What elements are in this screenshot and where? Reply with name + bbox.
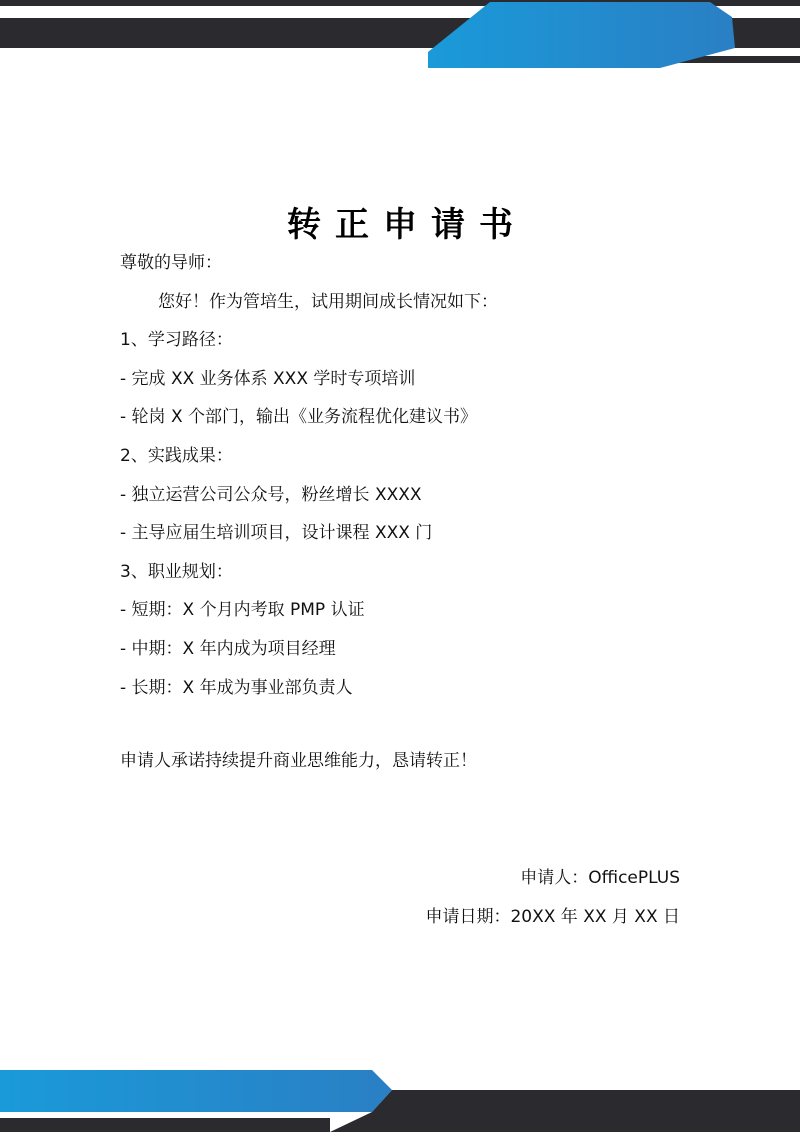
list-item: - 短期：X 个月内考取 PMP 认证 bbox=[120, 600, 365, 621]
list-item: - 中期：X 年内成为项目经理 bbox=[120, 638, 336, 659]
header-decoration bbox=[0, 0, 800, 80]
signature-block bbox=[425, 859, 680, 936]
salutation: 尊敬的导师： bbox=[120, 253, 222, 273]
bottom-blue-banner bbox=[0, 1070, 392, 1112]
list-item: - 完成 XX 业务体系 XXX 学时专项培训 bbox=[120, 368, 416, 389]
section-heading: 1、学习路径： bbox=[120, 330, 233, 351]
page-title: 转正申请书 bbox=[287, 204, 527, 245]
bottom-dark-band bbox=[330, 1090, 800, 1132]
intro-paragraph: 您好！作为管培生，试用期间成长情况如下： bbox=[158, 291, 498, 312]
application-date: 申请日期：20XX 年 XX 月 XX 日 bbox=[425, 906, 680, 927]
footer-decoration bbox=[0, 1062, 800, 1132]
bottom-left-dark-band bbox=[0, 1118, 330, 1132]
applicant-name: 申请人：OfficePLUS bbox=[520, 868, 680, 888]
list-item: - 主导应届生培训项目，设计课程 XXX 门 bbox=[120, 523, 433, 544]
section-heading: 3、职业规划： bbox=[120, 561, 233, 582]
list-item: - 轮岗 X 个部门，输出《业务流程优化建议书》 bbox=[120, 407, 477, 428]
section-heading: 2、实践成果： bbox=[120, 445, 233, 466]
closing-statement: 申请人承诺持续提升商业思维能力，恳请转正！ bbox=[120, 751, 477, 771]
top-blue-banner bbox=[428, 2, 735, 68]
list-item: - 长期：X 年成为事业部负责人 bbox=[120, 677, 353, 698]
letter-body bbox=[120, 244, 700, 707]
list-item: - 独立运营公司公众号，粉丝增长 XXXX bbox=[120, 484, 422, 505]
